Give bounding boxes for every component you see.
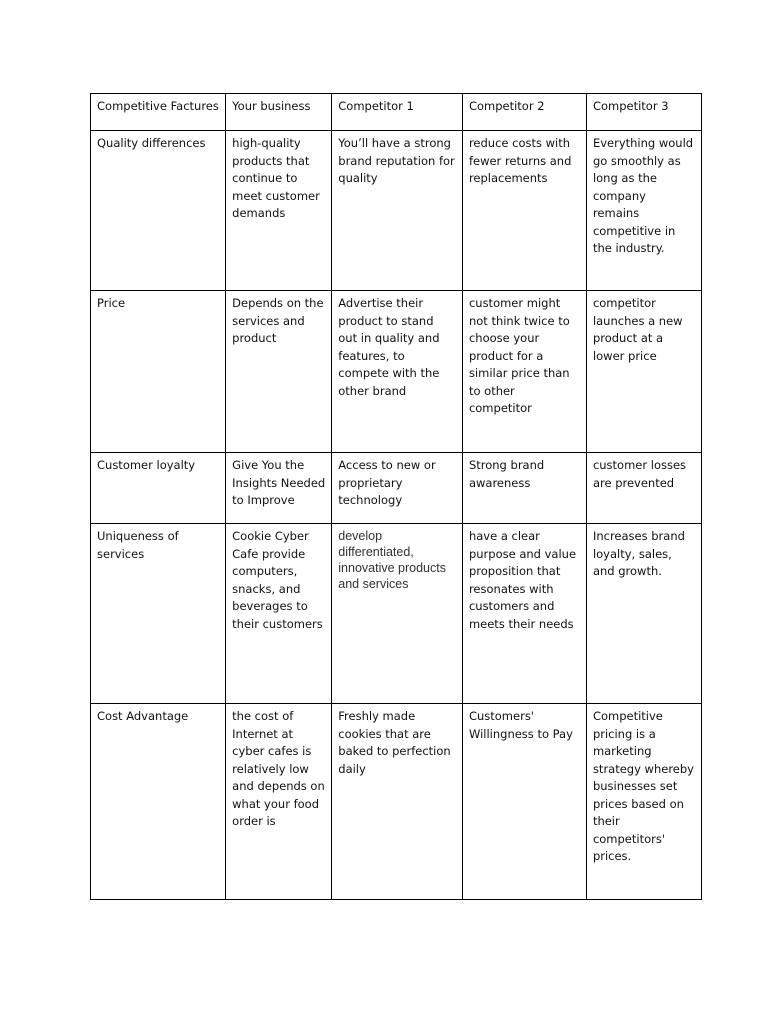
row-loyalty-competitor-1: Access to new or proprietary technology: [332, 453, 463, 524]
table-row: [91, 453, 702, 524]
row-quality-competitor-3: Everything would go smoothly as long as the company remains competitive in the industry.: [586, 131, 701, 291]
row-price-competitor-1: Advertise their product to stand out in quality and features, to compete with the other brand: [332, 291, 463, 453]
row-cost-your-business: the cost of Internet at cyber cafes is relatively low and depends on what your food order is: [226, 704, 332, 900]
header-cell-your-business: Your business: [226, 94, 332, 131]
row-quality-factor: Quality differences: [91, 131, 226, 291]
row-uniqueness-competitor-2: have a clear purpose and value proposition that resonates with customers and meets their needs: [462, 524, 586, 704]
row-cost-competitor-3: Competitive pricing is a marketing strategy whereby businesses set prices based on their competitors' prices.: [586, 704, 701, 900]
row-price-your-business: Depends on the services and product: [226, 291, 332, 453]
row-uniqueness-factor: Uniqueness of services: [91, 524, 226, 704]
row-cost-competitor-1: Freshly made cookies that are baked to perfection daily: [332, 704, 463, 900]
row-price-factor: Price: [91, 291, 226, 453]
row-price-competitor-3: competitor launches a new product at a lower price: [586, 291, 701, 453]
table-header-row: [91, 94, 702, 131]
header-cell-competitor-1: Competitor 1: [332, 94, 463, 131]
table-row: [91, 131, 702, 291]
row-quality-competitor-1: You’ll have a strong brand reputation for quality: [332, 131, 463, 291]
header-cell-factor: Competitive Factures: [91, 94, 226, 131]
row-cost-competitor-2: Customers' Willingness to Pay: [462, 704, 586, 900]
row-quality-competitor-2: reduce costs with fewer returns and replacements: [462, 131, 586, 291]
row-quality-your-business: high-quality products that continue to meet customer demands: [226, 131, 332, 291]
row-cost-factor: Cost Advantage: [91, 704, 226, 900]
table-row: [91, 704, 702, 900]
table-row: [91, 291, 702, 453]
header-cell-competitor-2: Competitor 2: [462, 94, 586, 131]
row-loyalty-competitor-3: customer losses are prevented: [586, 453, 701, 524]
row-uniqueness-your-business: Cookie Cyber Cafe provide computers, snacks, and beverages to their customers: [226, 524, 332, 704]
row-uniqueness-competitor-1: develop differentiated, innovative products and services: [332, 524, 463, 704]
row-loyalty-factor: Customer loyalty: [91, 453, 226, 524]
row-loyalty-your-business: Give You the Insights Needed to Improve: [226, 453, 332, 524]
row-uniqueness-competitor-3: Increases brand loyalty, sales, and growth.: [586, 524, 701, 704]
row-loyalty-competitor-2: Strong brand awareness: [462, 453, 586, 524]
row-price-competitor-2: customer might not think twice to choose your product for a similar price than to other competitor: [462, 291, 586, 453]
header-cell-competitor-3: Competitor 3: [586, 94, 701, 131]
table-row: [91, 524, 702, 704]
competitive-analysis-table: [90, 93, 702, 900]
